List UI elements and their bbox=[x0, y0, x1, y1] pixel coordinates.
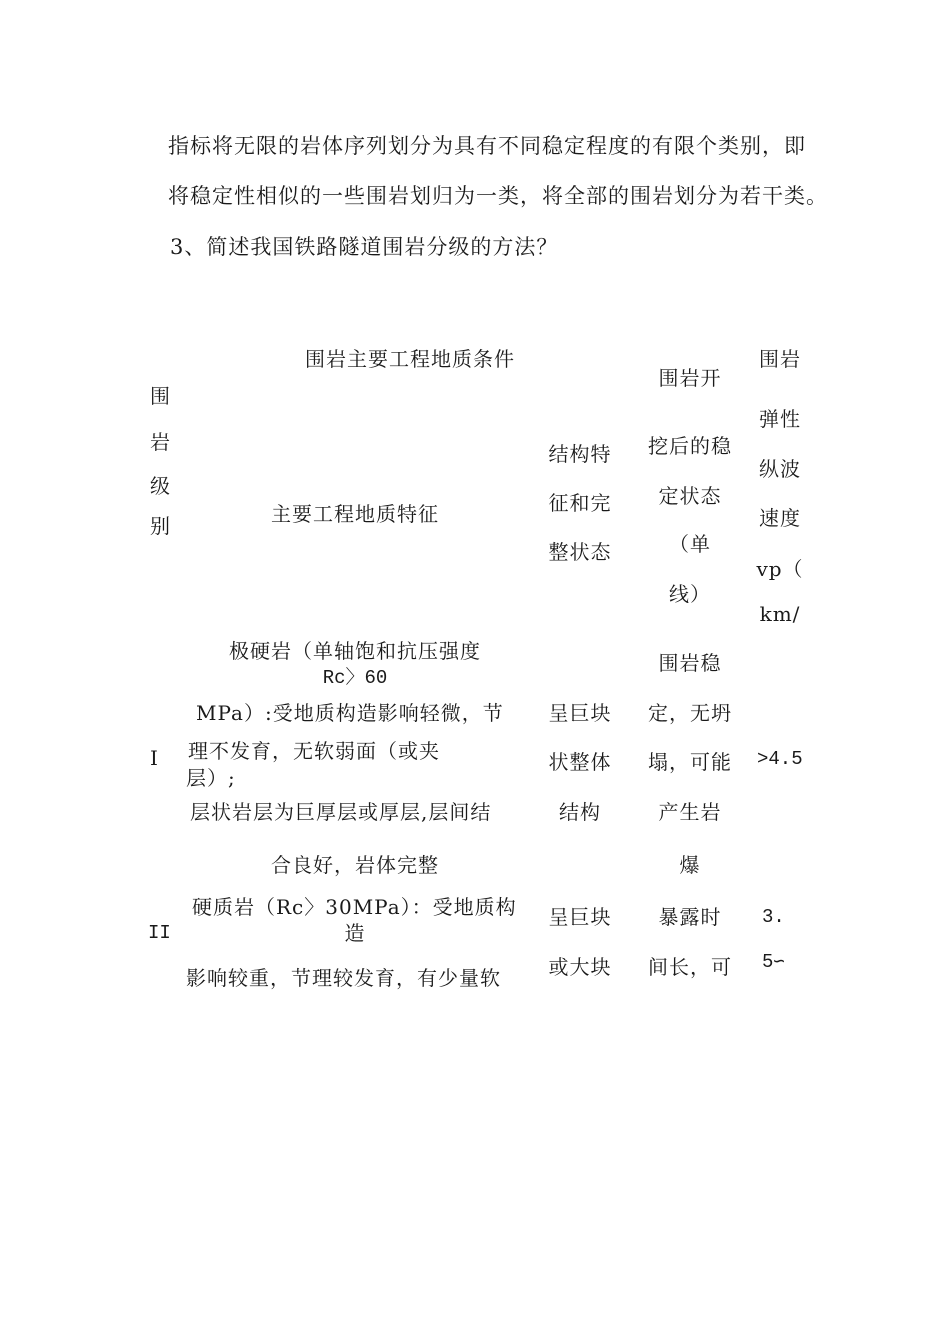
grade-header-2: 岩 bbox=[150, 430, 171, 454]
row-2-wave-2: 5∽ bbox=[762, 951, 785, 973]
row-1-stability-1: 围岩稳 bbox=[658, 651, 722, 675]
stability-header-5: 线） bbox=[669, 582, 711, 606]
row-2-structure-2: 或大块 bbox=[548, 955, 612, 979]
wave-header-2: 弹性 bbox=[759, 407, 801, 431]
row-1-feature-4: 理不发育，无软弱面（或夹 bbox=[188, 739, 440, 763]
structure-header-1: 结构特 bbox=[548, 442, 612, 466]
row-1-structure-3: 结构 bbox=[559, 800, 601, 824]
row-1-structure-1: 呈巨块 bbox=[548, 701, 612, 725]
wave-header-3: 纵波 bbox=[759, 457, 801, 481]
row-1-stability-5: 爆 bbox=[679, 853, 701, 877]
wave-header-4: 速度 bbox=[759, 506, 801, 530]
grade-header-1: 围 bbox=[150, 384, 171, 408]
stability-header-1: 围岩开 bbox=[658, 366, 722, 390]
grade-header-4: 别 bbox=[150, 514, 171, 538]
intro-line-2: 将稳定性相似的一些围岩划归为一类，将全部的围岩划分为若干类。 bbox=[168, 184, 828, 208]
structure-header-3: 整状态 bbox=[548, 540, 612, 564]
grade-header-3: 级 bbox=[150, 474, 171, 498]
wave-header-1: 围岩 bbox=[759, 347, 801, 371]
structure-header-2: 征和完 bbox=[548, 491, 612, 515]
question-heading: 3、简述我国铁路隧道围岩分级的方法？ bbox=[170, 235, 559, 259]
row-1-feature-2: Rc〉60 bbox=[322, 667, 388, 689]
row-2-grade: II bbox=[148, 922, 171, 944]
row-2-wave-1: 3. bbox=[762, 906, 785, 928]
row-2-feature-2: 造 bbox=[344, 921, 366, 945]
row-1-grade: I bbox=[150, 746, 159, 770]
wave-header-6: km/ bbox=[759, 602, 801, 626]
row-1-stability-3: 塌，可能 bbox=[648, 750, 732, 774]
stability-header-4: （单 bbox=[669, 532, 711, 556]
row-1-stability-2: 定，无坍 bbox=[648, 701, 732, 725]
row-1-feature-7: 合良好，岩体完整 bbox=[271, 853, 439, 877]
row-1-feature-1: 极硬岩（单轴饱和抗压强度 bbox=[229, 639, 481, 663]
row-1-feature-6: 层状岩层为巨厚层或厚层,层间结 bbox=[190, 800, 492, 824]
row-1-feature-5: 层）; bbox=[186, 766, 236, 790]
row-2-feature-3: 影响较重，节理较发育，有少量软 bbox=[186, 966, 501, 990]
stability-header-2: 挖后的稳 bbox=[648, 434, 732, 458]
intro-line-1: 指标将无限的岩体序列划分为具有不同稳定程度的有限个类别，即 bbox=[168, 134, 806, 158]
row-2-structure-1: 呈巨块 bbox=[548, 905, 612, 929]
row-1-feature-3: MPa）:受地质构造影响轻微，节 bbox=[196, 701, 504, 725]
row-2-stability-1: 暴露时 bbox=[658, 905, 722, 929]
stability-header-3: 定状态 bbox=[658, 484, 722, 508]
features-header: 主要工程地质特征 bbox=[271, 502, 439, 526]
conditions-header: 围岩主要工程地质条件 bbox=[305, 347, 515, 371]
row-1-stability-4: 产生岩 bbox=[658, 800, 722, 824]
row-2-feature-1: 硬质岩（Rc〉30MPa）：受地质构 bbox=[192, 895, 517, 919]
wave-header-5: vp（ bbox=[756, 557, 804, 581]
row-1-structure-2: 状整体 bbox=[548, 750, 612, 774]
row-1-wave: >4.5 bbox=[757, 748, 803, 770]
row-2-stability-2: 间长，可 bbox=[648, 955, 732, 979]
